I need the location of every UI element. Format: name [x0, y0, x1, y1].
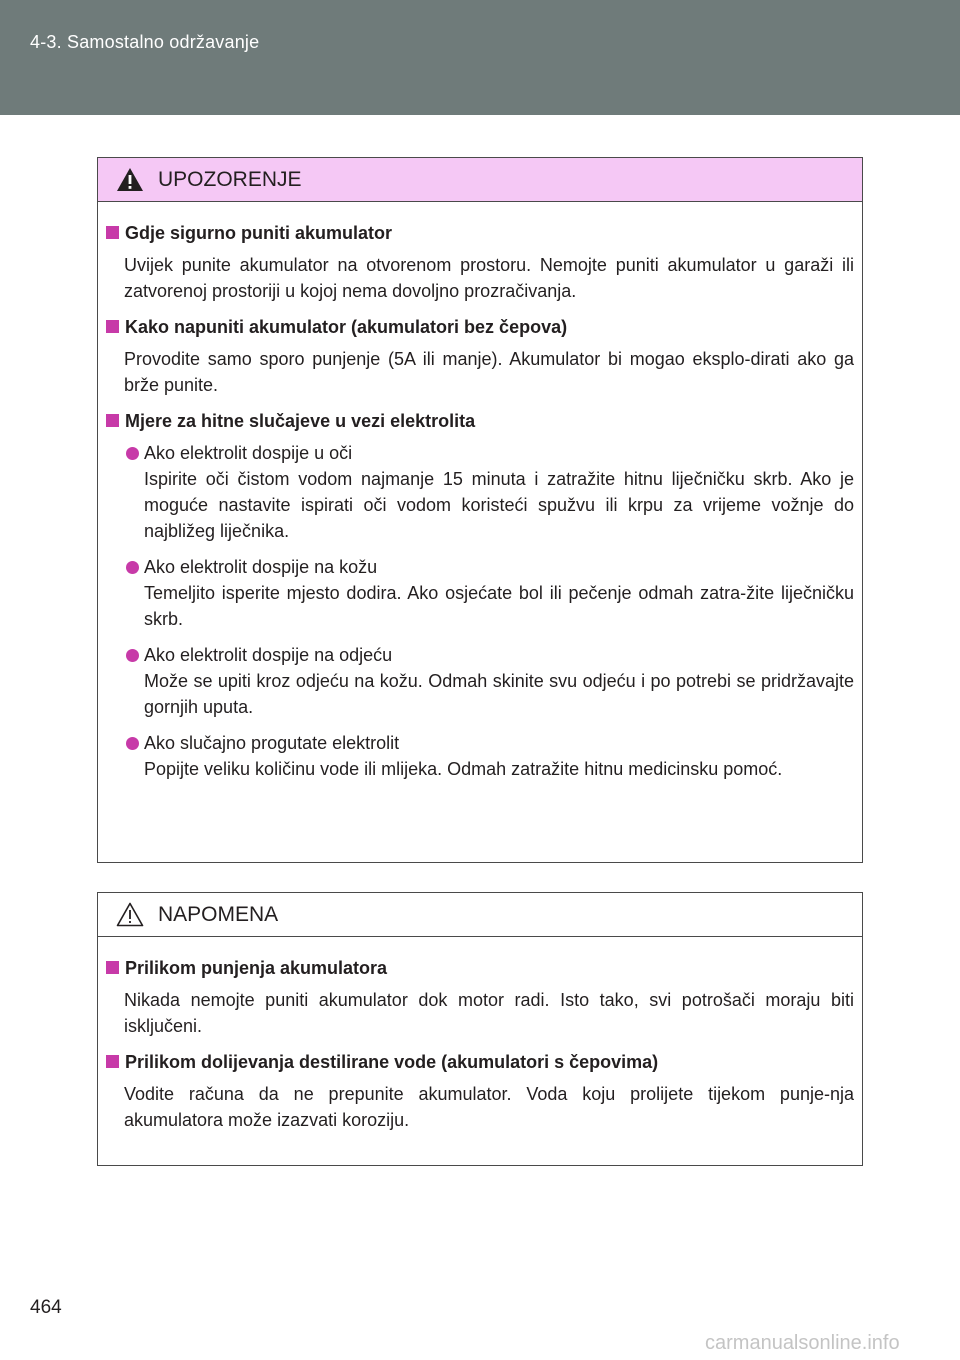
square-bullet-icon — [106, 414, 119, 427]
warning-title: UPOZORENJE — [158, 168, 302, 191]
list-item-text: Može se upiti kroz odjeću na kožu. Odmah skinite svu odjeću i po potrebi se pridržavajte gornjih uputa. — [144, 671, 854, 717]
square-bullet-icon — [106, 320, 119, 333]
section-heading-text: Gdje sigurno puniti akumulator — [125, 223, 393, 243]
list-item-text: Ispirite oči čistom vodom najmanje 15 minuta i zatražite hitnu liječničku skrb. Ako je moguće nastavite ispirati oči vodom koristeći spužvu ili krpu za vrijeme vožnje do najbližeg liječnika. — [144, 469, 854, 541]
section-heading — [105, 408, 854, 434]
section-paragraph: Provodite samo sporo punjenje (5A ili manje). Akumulator bi mogao eksplo-dirati ako ga brže punite. — [124, 349, 854, 395]
section-heading-text: Prilikom dolijevanja destilirane vode (akumulatori s čepovima) — [125, 1052, 659, 1072]
list-item — [105, 440, 854, 544]
section-heading — [105, 220, 854, 246]
page-header — [0, 0, 960, 115]
warning-content — [98, 202, 862, 782]
notice-content — [98, 937, 862, 1133]
warning-triangle-outline-icon — [116, 902, 144, 927]
section-paragraph: Uvijek punite akumulator na otvorenom prostoru. Nemojte puniti akumulator u garaži ili zatvorenoj prostoriji u kojoj nema dovoljno prozračivanja. — [124, 255, 854, 301]
list-item-title: Ako elektrolit dospije na kožu — [144, 557, 378, 577]
square-bullet-icon — [106, 226, 119, 239]
circle-bullet-icon — [126, 649, 139, 662]
list-item — [105, 730, 854, 782]
square-bullet-icon — [106, 961, 119, 974]
circle-bullet-icon — [126, 447, 139, 460]
list-item-title: Ako elektrolit dospije u oči — [144, 443, 353, 463]
list-item-text: Popijte veliku količinu vode ili mlijeka. Odmah zatražite hitnu medicinsku pomoć. — [144, 759, 783, 779]
circle-bullet-icon — [126, 737, 139, 750]
notice-title: NAPOMENA — [158, 903, 279, 926]
list-item — [105, 554, 854, 632]
section-heading-text: Mjere za hitne slučajeve u vezi elektrolita — [125, 411, 476, 431]
section-title: 4-3. Samostalno održavanje — [30, 32, 260, 52]
section-paragraph: Vodite računa da ne prepunite akumulator. Voda koju prolijete tijekom punje-nja akumulatora može izazvati koroziju. — [124, 1084, 854, 1130]
warning-box — [97, 157, 863, 863]
section-heading-text: Prilikom punjenja akumulatora — [125, 958, 388, 978]
list-item — [105, 642, 854, 720]
section-heading — [105, 955, 854, 981]
notice-box-header — [98, 893, 862, 937]
circle-bullet-icon — [126, 561, 139, 574]
page-number: 464 — [30, 1297, 62, 1318]
watermark: carmanualsonline.info — [705, 1332, 900, 1354]
list-item-title: Ako elektrolit dospije na odjeću — [144, 645, 393, 665]
list-item-title: Ako slučajno progutate elektrolit — [144, 733, 400, 753]
section-paragraph: Nikada nemojte puniti akumulator dok motor radi. Isto tako, svi potrošači moraju biti isključeni. — [124, 990, 854, 1036]
section-heading — [105, 314, 854, 340]
notice-box — [97, 892, 863, 1166]
warning-box-header — [98, 158, 862, 202]
list-item-text: Temeljito isperite mjesto dodira. Ako osjećate bol ili pečenje odmah zatra-žite liječničku skrb. — [144, 583, 854, 629]
warning-triangle-filled-icon — [116, 167, 144, 192]
section-heading — [105, 1049, 854, 1075]
square-bullet-icon — [106, 1055, 119, 1068]
section-heading-text: Kako napuniti akumulator (akumulatori bez čepova) — [125, 317, 568, 337]
